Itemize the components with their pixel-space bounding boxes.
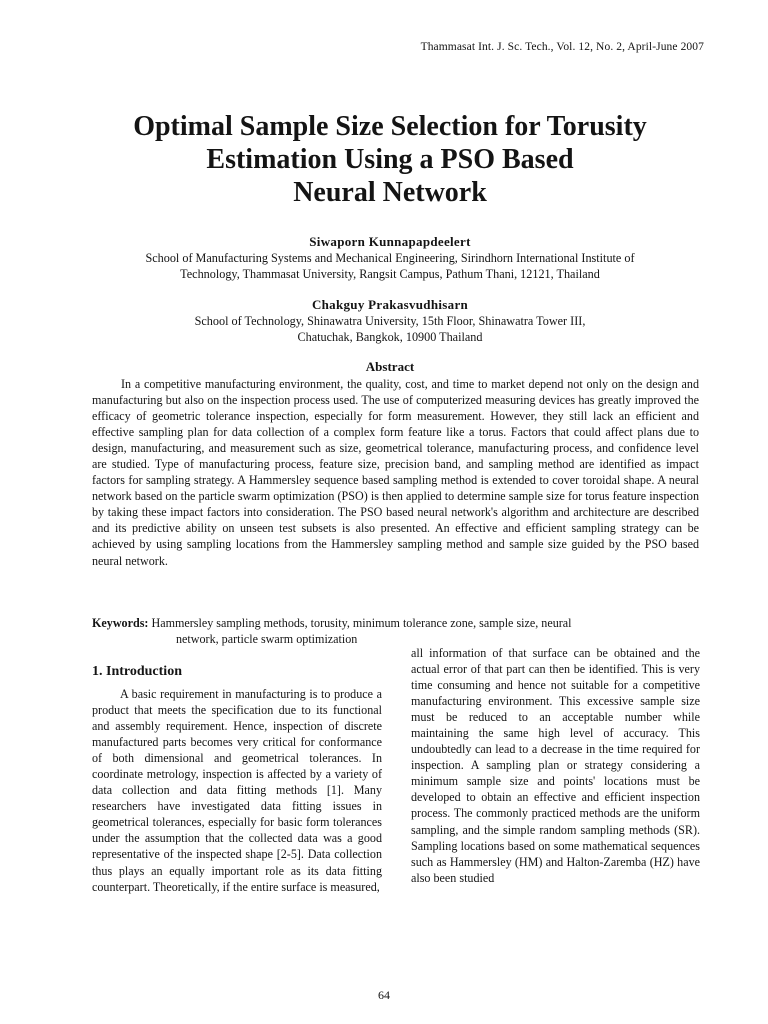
abstract-text: In a competitive manufacturing environment, the quality, cost, and time to market depend not only on the design and manufacturing but also on the inspection process used. The use of computerized measuring devices has greatly improved the efficacy of geometric tolerance inspection, especially for form measurement. However, they still lack an efficient and effective sampling plan for data collection of a complex form feature like a torus. Factors that could affect plans due to design, manufacturing, and measurement such as size, geometrical tolerance, manufacturing process, and confidence level are studied. Type of manufacturing process, feature size, precision band, and sampling method are identified as impact factors for sampling strategy. A Hammersley sequence based sampling method is extended to cover toroidal shape. A neural network based on the particle swarm optimization (PSO) is then applied to determine sample size for torus feature inspection by taking these impact factors into consideration. The PSO based neural network's algorithm and architecture are described and its predictive ability on unseen test subsets is also presented. An effective and efficient sampling strategy can be achieved by using sampling locations from the Hammersley sampling method and sample size guided by the PSO based neural network. <box>92 377 699 568</box>
keywords <box>92 615 702 647</box>
abstract-heading: Abstract <box>365 359 415 374</box>
author-affiliation-2 <box>60 313 720 345</box>
affiliation-2-line-1: School of Technology, Shinawatra University, 15th Floor, Shinawatra Tower III, <box>194 314 586 328</box>
keywords-line-1: Hammersley sampling methods, torusity, minimum tolerance zone, sample size, neural <box>151 616 572 630</box>
right-column <box>411 645 700 886</box>
author-block-2 <box>60 297 720 345</box>
author-name-1: Siwaporn Kunnapapdeelert <box>309 234 471 249</box>
title-line-1: Optimal Sample Size Selection for Torusity <box>133 111 647 142</box>
section-heading-introduction: 1. Introduction <box>92 664 182 679</box>
keywords-label: Keywords: <box>92 616 149 630</box>
affiliation-2-line-2: Chatuchak, Bangkok, 10900 Thailand <box>297 330 483 344</box>
author-block-1 <box>60 234 720 282</box>
title-line-3: Neural Network <box>293 177 487 208</box>
title-line-2: Estimation Using a PSO Based <box>206 144 574 175</box>
journal-running-head: Thammasat Int. J. Sc. Tech., Vol. 12, No. 2, April-June 2007 <box>420 41 704 53</box>
page-number: 64 <box>378 988 390 1002</box>
author-affiliation-1 <box>60 250 720 282</box>
affiliation-1-line-2: Technology, Thammasat University, Rangsit Campus, Pathum Thani, 12121, Thailand <box>180 267 600 281</box>
introduction-left-paragraph: A basic requirement in manufacturing is to produce a product that meets the specification due to its functional and assembly requirement. Hence, inspection of discrete manufactured parts becomes very critical for conformance of both dimensional and geometrical tolerances. In coordinate metrology, inspection is affected by a variety of data collection and data fitting methods [1]. Many researchers have investigated data fitting issues in geometrical tolerances, especially for basic form tolerances under the assumption that the collected data was a good representative of the inspected shape [2-5]. Data collection thus plays an equally important role as its data fitting counterpart. Theoretically, if the entire surface is measured, <box>92 687 382 894</box>
affiliation-1-line-1: School of Manufacturing Systems and Mechanical Engineering, Sirindhorn International Institute of <box>145 251 635 265</box>
introduction-right-paragraph: all information of that surface can be obtained and the actual error of that part can then be identified. This is very time consuming and hence not suitable for a competitive manufacturing environment. This excessive sample size must be reduced to an acceptable number while maintaining the same high level of accuracy. This undoubtedly can lead to a decrease in the time required for inspection. A sampling plan or strategy considering a minimum sample size and points' locations must be developed to obtain an effective and efficient inspection process. The commonly practiced methods are the uniform sampling, and the simple random sampling methods (SR). Sampling locations based on some mathematical sequences such as Hammersley (HM) and Halton-Zaremba (HZ) have also been studied <box>411 646 700 885</box>
author-name-2: Chakguy Prakasvudhisarn <box>311 297 469 312</box>
paper-title <box>60 110 720 209</box>
left-column <box>92 663 382 895</box>
keywords-line-2: network, particle swarm optimization <box>176 632 358 646</box>
